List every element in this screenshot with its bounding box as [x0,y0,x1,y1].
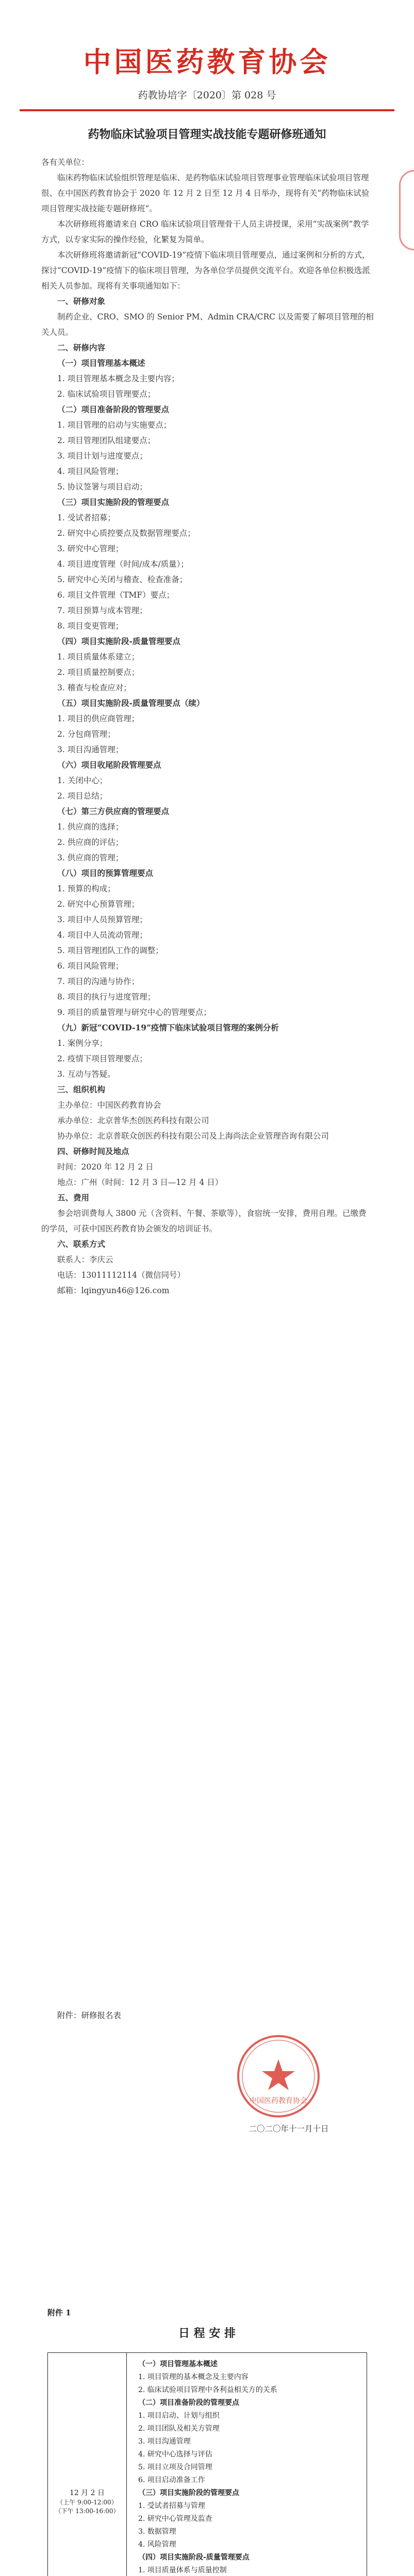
section-paragraph: 时间：2020 年 12 月 2 日 [57,1162,154,1172]
section-item: 5. 研究中心关闭与稽查、检查准备； [57,575,188,584]
section-item: 2. 供应商的评估； [57,838,124,847]
schedule-line: 1. 项目管理的基本概念及主要内容 [138,2373,249,2381]
section-paragraph: 邮箱：lqingyun46@126.com [57,1286,170,1295]
section-item: 2. 疫情下项目管理要点； [57,1054,147,1063]
schedule-line: 1. 项目启动、计划与组织 [138,2412,220,2420]
section-item: 3. 项目沟通管理； [57,745,124,754]
section-item: 1. 关闭中心； [57,776,108,785]
schedule-day1-lines [138,2358,355,2576]
section-paragraph: 参会培训费每人 3800 元（含资料、午餐、茶歇等），食宿统一安排，费用自理。已缴费的学员，可获中国医药教育协会颁发的培训证书。 [41,1209,367,1233]
schedule-line: （四）项目实施阶段-质量管理要点 [138,2553,250,2562]
section-heading: （九）新冠“COVID-19”疫情下临床试验项目管理的案例分析 [57,1023,279,1032]
section-item: 1. 项目管理的启动与实施要点； [57,420,172,430]
section-item: 2. 项目质量控制要点； [57,668,140,677]
notice-sections [41,294,374,1298]
seal-text: 中国医药教育协会 [250,2097,307,2105]
section-item: 1. 供应商的选择； [57,822,124,832]
schedule-line: 5. 项目立项及合同管理 [138,2463,212,2471]
section-heading: 三、组织机构 [57,1084,106,1094]
intro-paragraph: 本次研修班将邀请新冠“COVID-19”疫情下临床项目管理要点，通过案例和分析的方式，探讨“COVID-19”疫情下的临床项目管理，为各单位学员提供交流平台。欢迎各单位积极选派相关人员参加。现将有关事项通知如下： [41,250,370,291]
schedule-line: 1. 受试者招募与管理 [138,2502,205,2510]
section-heading: 四、研修时间及地点 [57,1146,129,1156]
header-divider [20,109,394,111]
salutation: 各有关单位： [41,158,90,167]
schedule-line: （一）项目管理基本概述 [138,2360,218,2368]
section-paragraph: 协办单位：北京普联众创医药科技有限公司及上海尚法企业管理咨询有限公司 [57,1131,329,1141]
section-item: 1. 案例分享； [57,1039,108,1048]
schedule-day1-content [127,2353,367,2576]
schedule-line: 3. 数据管理 [138,2528,176,2536]
section-item: 1. 项目质量体系建立； [57,652,140,662]
section-heading: （六）项目收尾阶段管理要点 [57,760,161,770]
schedule-line: （三）项目实施阶段的管理要点 [138,2489,239,2497]
section-item: 7. 项目的沟通与协作； [57,977,140,986]
org-name: 中国医药教育协会 [83,46,331,78]
section-paragraph: 联系人：李庆云 [57,1255,113,1264]
schedule-day1-date: 12 月 2 日 [69,2489,105,2497]
section-item: 1. 预算的构成； [57,884,115,893]
section-heading: 二、研修内容 [57,343,106,352]
schedule-line: 6. 项目启动准备工作 [138,2476,205,2484]
section-paragraph: 主办单位：中国医药教育协会 [57,1100,161,1110]
section-item: 6. 项目风险管理； [57,961,124,971]
schedule-line: 4. 风险管理 [138,2540,176,2549]
schedule-line: 2. 临床试验项目管理中各利益相关方的关系 [138,2386,277,2394]
section-item: 3. 研究中心管理； [57,544,124,553]
closing-date: 二〇二〇年十一月十日 [249,2124,329,2133]
section-item: 3. 互动与答疑。 [57,1070,115,1079]
section-item: 4. 项目风险管理； [57,467,124,476]
schedule-day1-afternoon: （下午 13:00-16:00） [55,2507,120,2515]
section-item: 9. 项目的质量管理与研究中心的管理要点； [57,1008,211,1017]
section-heading: （七）第三方供应商的管理要点 [57,806,170,816]
section-item: 8. 项目的执行与进度管理； [57,992,156,1002]
section-paragraph: 电话：13011112114（微信同号） [57,1270,185,1280]
section-item: 2. 分包商管理； [57,730,115,739]
section-item: 1. 项目管理基本概念及主要内容； [57,374,179,383]
section-item: 1. 受试者招募； [57,513,115,522]
section-heading: （一）项目管理基本概述 [57,358,145,368]
schedule-line: （二）项目准备阶段的管理要点 [138,2399,239,2407]
intro-paragraph: 本次研修班将邀请来自 CRO 临床试验项目管理骨干人员主讲授课，采用“实战案例”教学方式，以专家实际的操作经验，化繁复为简单。 [41,219,369,244]
schedule-attachment-label: 附件 1 [47,2308,71,2317]
section-item: 6. 项目文件管理（TMF）要点； [57,590,175,600]
schedule-day1-morning: （上午 9:00-12:00） [57,2499,118,2506]
attachment-label: 附件：研修报名表 [57,2011,122,2020]
notice-body [41,155,374,1298]
official-seal-icon [235,2032,322,2120]
schedule-table [47,2352,367,2576]
intro-paragraph: 临床药物临床试验组织管理是临床、是药物临床试验项目管理事业管理临床试验项目管理很、在中国医药教育协会于 2020 年 12 月 2 日至 12 月 4 日举办，现将有关“药物临床试验项目管理实战技能专题研修班”。 [41,173,370,213]
section-item: 3. 供应商的管理； [57,853,124,862]
section-item: 4. 项目进度管理（时间/成本/质量）； [57,560,189,569]
section-paragraph: 承办单位：北京普华杰创医药科技有限公司 [57,1116,209,1125]
section-item: 3. 项目中人员预算管理； [57,915,147,924]
section-item: 2. 临床试验项目管理要点； [57,389,156,399]
section-item: 2. 研究中心质控要点及数据管理要点； [57,529,195,538]
schedule-page [0,2303,414,2576]
schedule-line: 2. 研究中心管理及监查 [138,2515,212,2523]
section-item: 8. 项目变更管理； [57,621,124,631]
schedule-line: 4. 研究中心选择与评估 [138,2450,212,2459]
section-item: 2. 项目总结； [57,791,108,801]
schedule-day1-time [48,2353,127,2576]
section-heading: （五）项目实施阶段-质量管理要点（续） [57,698,205,708]
schedule-line: 2. 项目团队及相关方管理 [138,2425,220,2433]
section-heading: 一、研修对象 [57,296,106,306]
doc-number: 药教协培字〔2020〕第 028 号 [138,90,276,101]
section-item: 4. 项目中人员流动管理； [57,930,147,940]
section-paragraph: 制药企业、CRO、SMO 的 Senior PM、Admin CRA/CRC 以及需要了解项目管理的相关人员。 [41,312,374,337]
closing-block [41,2009,374,2021]
schedule-title: 日 程 安 排 [178,2327,236,2340]
section-heading: 五、费用 [57,1193,90,1202]
section-item: 3. 项目计划与进度要点； [57,451,147,461]
section-heading: （四）项目实施阶段-质量管理要点 [57,636,180,646]
schedule-line: 3. 项目沟通管理 [138,2437,191,2446]
section-heading: （二）项目准备阶段的管理要点 [57,404,170,414]
seal-edge-icon [399,170,414,250]
section-heading: 六、联系方式 [57,1239,106,1249]
section-item: 7. 项目预算与成本管理； [57,606,147,615]
schedule-line: 1. 项目质量体系与质量控制 [138,2566,227,2574]
section-item: 3. 稽查与检查应对； [57,683,131,692]
section-item: 2. 研究中心预算管理； [57,900,140,909]
section-paragraph: 地点：广州（时间：12 月 3 日—12 月 4 日） [57,1178,223,1187]
section-item: 1. 项目的供应商管理； [57,714,140,723]
section-heading: （八）项目的预算管理要点 [57,868,154,878]
section-item: 5. 项目管理团队工作的调整； [57,946,163,955]
section-item: 5. 协议签署与项目启动； [57,482,147,492]
section-heading: （三）项目实施阶段的管理要点 [57,497,170,507]
notice-title: 药物临床试验项目管理实战技能专题研修班通知 [88,128,326,141]
section-item: 2. 项目管理团队组建要点； [57,436,156,445]
